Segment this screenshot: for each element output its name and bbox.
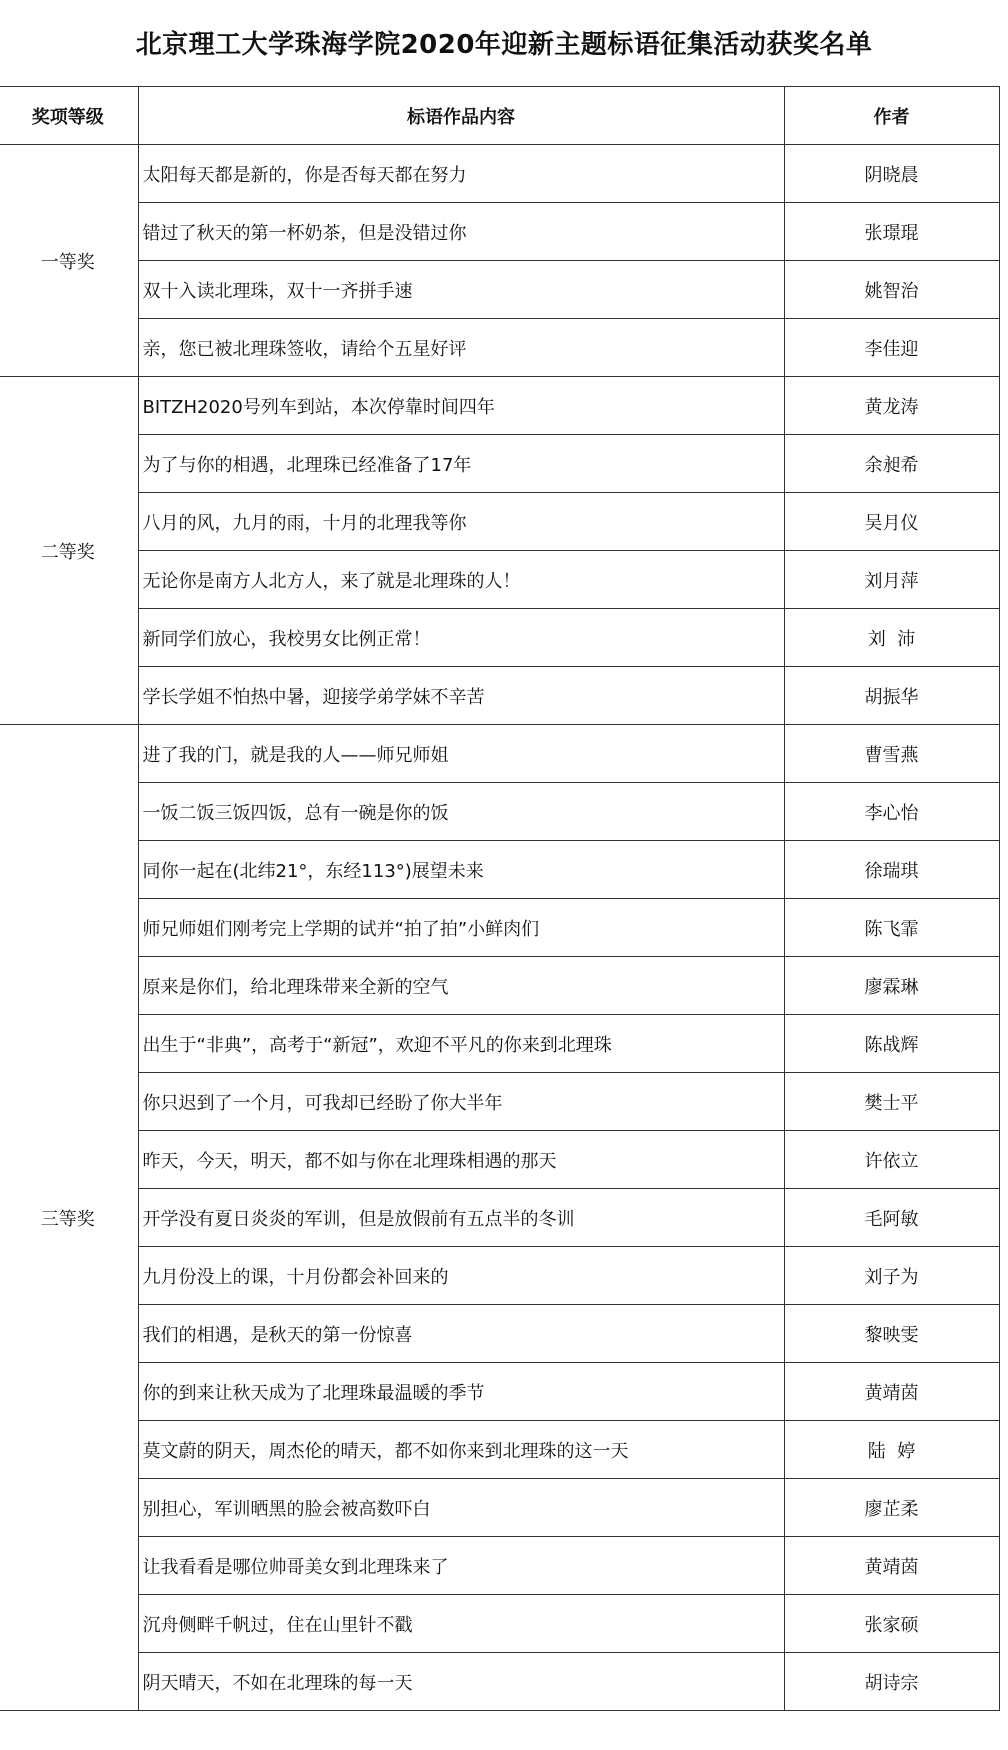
table-row <box>0 957 999 1015</box>
slogan-cell: 新同学们放心，我校男女比例正常！ <box>138 609 784 667</box>
table-row <box>0 609 999 667</box>
slogan-cell: 太阳每天都是新的，你是否每天都在努力 <box>138 145 784 203</box>
slogan-cell: 师兄师姐们刚考完上学期的试并“拍了拍”小鲜肉们 <box>138 899 784 957</box>
author-cell: 刘 沛 <box>784 609 999 667</box>
author-cell: 黄靖茵 <box>784 1537 999 1595</box>
table-row <box>0 203 999 261</box>
slogan-cell: 阴天晴天，不如在北理珠的每一天 <box>138 1653 784 1711</box>
table-row <box>0 551 999 609</box>
author-cell: 陈战辉 <box>784 1015 999 1073</box>
table-row <box>0 783 999 841</box>
author-cell: 廖霖琳 <box>784 957 999 1015</box>
author-cell: 姚智治 <box>784 261 999 319</box>
award-level-cell: 二等奖 <box>0 377 138 725</box>
slogan-cell: 你的到来让秋天成为了北理珠最温暖的季节 <box>138 1363 784 1421</box>
page-title: 北京理工大学珠海学院2020年迎新主题标语征集活动获奖名单 <box>135 30 873 60</box>
slogan-cell: 同你一起在(北纬21°，东经113°)展望未来 <box>138 841 784 899</box>
slogan-cell: 进了我的门，就是我的人——师兄师姐 <box>138 725 784 783</box>
awards-table <box>0 86 1000 1711</box>
author-cell: 樊士平 <box>784 1073 999 1131</box>
author-cell: 黄龙涛 <box>784 377 999 435</box>
author-cell: 毛阿敏 <box>784 1189 999 1247</box>
author-cell: 张家硕 <box>784 1595 999 1653</box>
author-cell: 刘月萍 <box>784 551 999 609</box>
table-row <box>0 1305 999 1363</box>
author-cell: 李佳迎 <box>784 319 999 377</box>
slogan-cell: 你只迟到了一个月，可我却已经盼了你大半年 <box>138 1073 784 1131</box>
author-cell: 李心怡 <box>784 783 999 841</box>
slogan-cell: 莫文蔚的阴天，周杰伦的晴天，都不如你来到北理珠的这一天 <box>138 1421 784 1479</box>
table-row <box>0 841 999 899</box>
author-cell: 阴晓晨 <box>784 145 999 203</box>
author-cell: 黎映雯 <box>784 1305 999 1363</box>
author-cell: 张璟琨 <box>784 203 999 261</box>
slogan-cell: 双十入读北理珠，双十一齐拼手速 <box>138 261 784 319</box>
table-row <box>0 261 999 319</box>
author-cell: 廖芷柔 <box>784 1479 999 1537</box>
table-row <box>0 493 999 551</box>
table-row <box>0 1537 999 1595</box>
slogan-cell: 昨天，今天，明天，都不如与你在北理珠相遇的那天 <box>138 1131 784 1189</box>
table-row <box>0 145 999 203</box>
slogan-cell: 原来是你们，给北理珠带来全新的空气 <box>138 957 784 1015</box>
header-author: 作者 <box>784 87 999 145</box>
slogan-cell: 亲，您已被北理珠签收，请给个五星好评 <box>138 319 784 377</box>
table-row <box>0 1247 999 1305</box>
table-row <box>0 667 999 725</box>
slogan-cell: BITZH2020号列车到站，本次停靠时间四年 <box>138 377 784 435</box>
slogan-cell: 学长学姐不怕热中暑，迎接学弟学妹不辛苦 <box>138 667 784 725</box>
slogan-cell: 八月的风，九月的雨，十月的北理我等你 <box>138 493 784 551</box>
author-cell: 刘子为 <box>784 1247 999 1305</box>
slogan-cell: 为了与你的相遇，北理珠已经准备了17年 <box>138 435 784 493</box>
slogan-cell: 让我看看是哪位帅哥美女到北理珠来了 <box>138 1537 784 1595</box>
slogan-cell: 出生于“非典”，高考于“新冠”，欢迎不平凡的你来到北理珠 <box>138 1015 784 1073</box>
header-slogan: 标语作品内容 <box>138 87 784 145</box>
table-row <box>0 1595 999 1653</box>
award-level-cell: 三等奖 <box>0 725 138 1711</box>
slogan-cell: 无论你是南方人北方人，来了就是北理珠的人！ <box>138 551 784 609</box>
table-row <box>0 1131 999 1189</box>
award-level-cell: 一等奖 <box>0 145 138 377</box>
table-row <box>0 377 999 435</box>
slogan-cell: 错过了秋天的第一杯奶茶，但是没错过你 <box>138 203 784 261</box>
author-cell: 余昶希 <box>784 435 999 493</box>
table-row <box>0 1015 999 1073</box>
table-row <box>0 899 999 957</box>
table-row <box>0 1363 999 1421</box>
table-row <box>0 319 999 377</box>
author-cell: 胡诗宗 <box>784 1653 999 1711</box>
table-row <box>0 1073 999 1131</box>
author-cell: 黄靖茵 <box>784 1363 999 1421</box>
author-cell: 吴月仪 <box>784 493 999 551</box>
table-row <box>0 435 999 493</box>
slogan-cell: 沉舟侧畔千帆过，住在山里针不戳 <box>138 1595 784 1653</box>
slogan-cell: 开学没有夏日炎炎的军训，但是放假前有五点半的冬训 <box>138 1189 784 1247</box>
header-level: 奖项等级 <box>0 87 138 145</box>
author-cell: 徐瑞琪 <box>784 841 999 899</box>
author-cell: 陈飞霏 <box>784 899 999 957</box>
table-header-row <box>0 87 999 145</box>
author-cell: 曹雪燕 <box>784 725 999 783</box>
slogan-cell: 我们的相遇，是秋天的第一份惊喜 <box>138 1305 784 1363</box>
awards-body <box>0 145 999 1711</box>
slogan-cell: 别担心，军训晒黑的脸会被高数吓白 <box>138 1479 784 1537</box>
table-row <box>0 1189 999 1247</box>
table-row <box>0 1479 999 1537</box>
table-row <box>0 725 999 783</box>
table-row <box>0 1421 999 1479</box>
author-cell: 陆 婷 <box>784 1421 999 1479</box>
author-cell: 许依立 <box>784 1131 999 1189</box>
table-row <box>0 1653 999 1711</box>
slogan-cell: 九月份没上的课，十月份都会补回来的 <box>138 1247 784 1305</box>
slogan-cell: 一饭二饭三饭四饭，总有一碗是你的饭 <box>138 783 784 841</box>
author-cell: 胡振华 <box>784 667 999 725</box>
